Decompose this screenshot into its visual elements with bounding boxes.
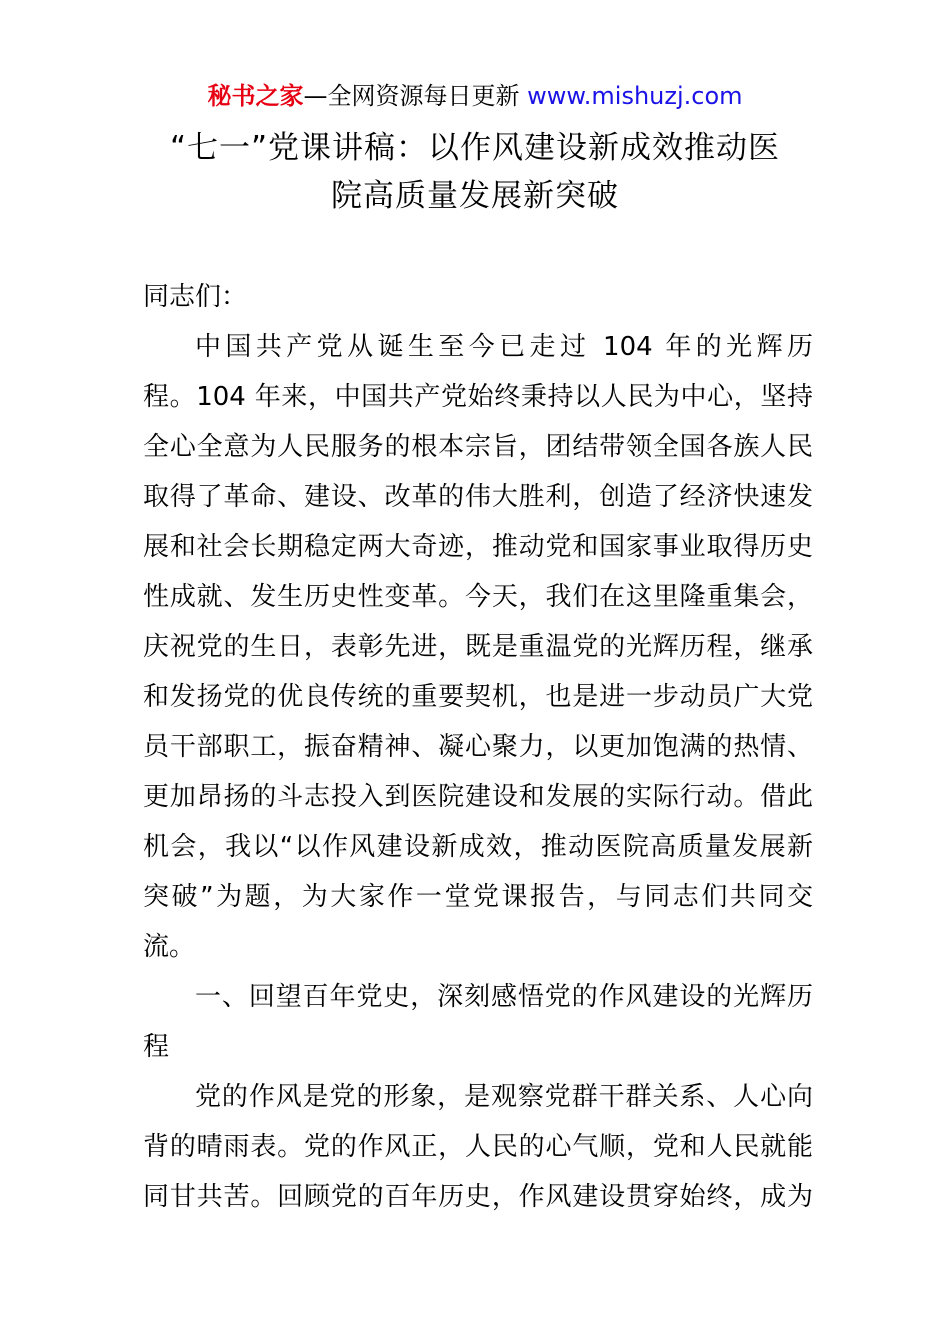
title-line: “七一”党课讲稿：以作风建设新成效推动医 [169,130,781,166]
document-body [143,272,813,1222]
document-title [130,124,820,220]
paragraph-line: 背的晴雨表。党的作风正，人民的心气顺，党和人民就能 [143,1132,813,1162]
paragraph-line: 同甘共苦。回顾党的百年历史，作风建设贯穿始终，成为 [143,1182,813,1212]
paragraph-line: 和发扬党的优良传统的重要契机，也是进一步动员广大党 [143,682,813,712]
paragraph-line: 流。 [143,932,196,962]
paragraph-line: 庆祝党的生日，表彰先进，既是重温党的光辉历程，继承 [143,632,813,662]
section-heading-line: 一、回望百年党史，深刻感悟党的作风建设的光辉历 [195,982,813,1012]
paragraph-line: 展和社会长期稳定两大奇迹，推动党和国家事业取得历史 [143,532,813,562]
paragraph-line: 党的作风是党的形象，是观察党群干群关系、人心向 [195,1082,813,1112]
title-line: 院高质量发展新突破 [331,178,619,214]
paragraph-line: 机会，我以“以作风建设新成效，推动医院高质量发展新 [143,832,813,862]
site-brand: 秘书之家 [207,82,304,110]
paragraph-line: 性成就、发生历史性变革。今天，我们在这里隆重集会， [143,582,813,612]
salutation: 同志们： [143,282,248,312]
paragraph-line: 突破”为题，为大家作一堂党课报告，与同志们共同交 [143,882,813,912]
site-url-link[interactable]: www.mishuzj.com [527,82,743,110]
paragraph-line: 更加昂扬的斗志投入到医院建设和发展的实际行动。借此 [143,782,813,812]
paragraph-line: 中国共产党从诞生至今已走过 104 年的光辉历 [195,332,813,362]
paragraph-line: 全心全意为人民服务的根本宗旨，团结带领全国各族人民 [143,432,813,462]
paragraph-line: 员干部职工，振奋精神、凝心聚力，以更加饱满的热情、 [143,732,813,762]
paragraph-line: 程。104 年来，中国共产党始终秉持以人民为中心，坚持 [143,382,813,412]
section-heading-line: 程 [143,1032,170,1062]
site-slogan: —全网资源每日更新 [303,82,520,110]
paragraph-line: 取得了革命、建设、改革的伟大胜利，创造了经济快速发 [143,482,813,512]
site-header [0,80,950,112]
